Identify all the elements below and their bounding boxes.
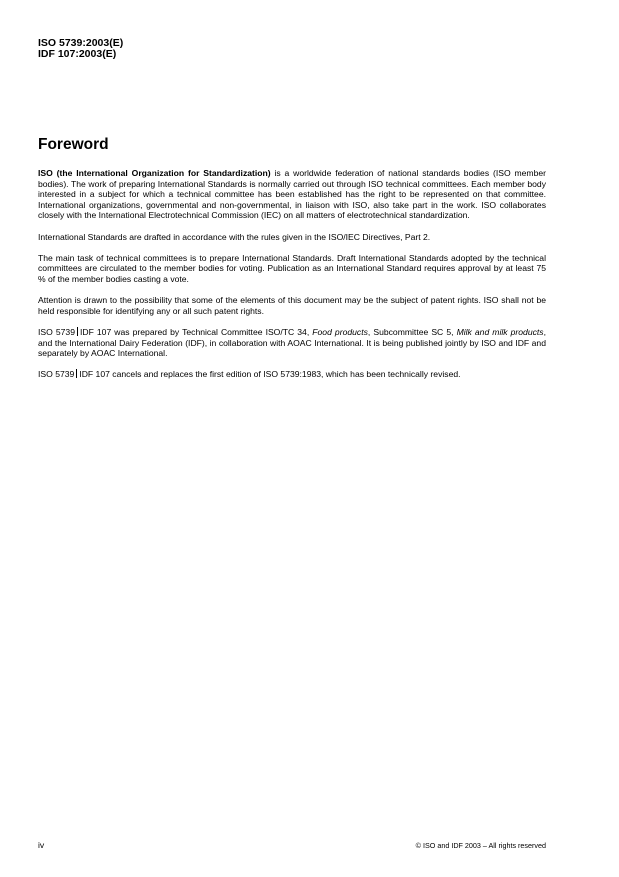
paragraph-main-task: The main task of technical committees is to prepare International Standards. Draft International Standards adopted by the technical committees are circulated to the member bodies for voting. Publication as an International Standard requires approval by at least 75 % of the member bodies casting a vote.: [38, 252, 546, 284]
iso-definition-bold: ISO (the International Organization for Standardization): [38, 168, 271, 178]
header-idf-number: IDF 107:2003(E): [38, 48, 117, 60]
paragraph-iso-intro: [38, 168, 546, 221]
paragraph-drafting-rules: International Standards are drafted in accordance with the rules given in the ISO/IEC Directives, Part 2.: [38, 231, 431, 242]
header-iso-number: ISO 5739:2003(E): [38, 37, 124, 49]
page-number: iv: [38, 840, 45, 850]
paragraph-patent-rights: Attention is drawn to the possibility that some of the elements of this document may be the subject of patent rights. ISO shall not be held responsible for identifying any or all such patent rights.: [38, 295, 546, 316]
iso-ref: ISO 5739: [38, 326, 75, 337]
prep-text-c: , and the International Dairy Federation (IDF), in collaboration with AOAC International. It is being published jointly by ISO and IDF and separately by AOAC International.: [38, 326, 546, 359]
paragraph-edition: [38, 369, 546, 380]
milk-products-italic: Milk and milk products: [456, 326, 544, 337]
copyright-notice: © ISO and IDF 2003 – All rights reserved: [415, 841, 546, 850]
iso-ref: ISO 5739: [38, 369, 75, 380]
prep-text-a: IDF 107 was prepared by Technical Committee ISO/TC 34,: [79, 326, 313, 337]
document-header: [38, 38, 123, 60]
page-title: Foreword: [38, 136, 109, 153]
separator-bar: [77, 327, 78, 336]
separator-bar: [76, 369, 77, 378]
paragraph-preparation: [38, 327, 546, 359]
foreword-body: [38, 168, 546, 390]
prep-text-b: , Subcommittee SC 5,: [367, 326, 457, 337]
food-products-italic: Food products: [312, 326, 368, 337]
edition-text: IDF 107 cancels and replaces the first edition of ISO 5739:1983, which has been technically revised.: [79, 369, 461, 380]
iso-intro-text: is a worldwide federation of national standards bodies (ISO member bodies). The work of preparing International Standards is normally carried out through ISO technical committees. Each member body interested in a subject for which a technical committee has been established has the right to be represented on that committee. International organizations, governmental and non-governmental, in liaison with ISO, also take part in the work. ISO collaborates closely with the International Electrotechnical Commission (IEC) on all matters of electrotechnical standardization.: [38, 168, 546, 221]
